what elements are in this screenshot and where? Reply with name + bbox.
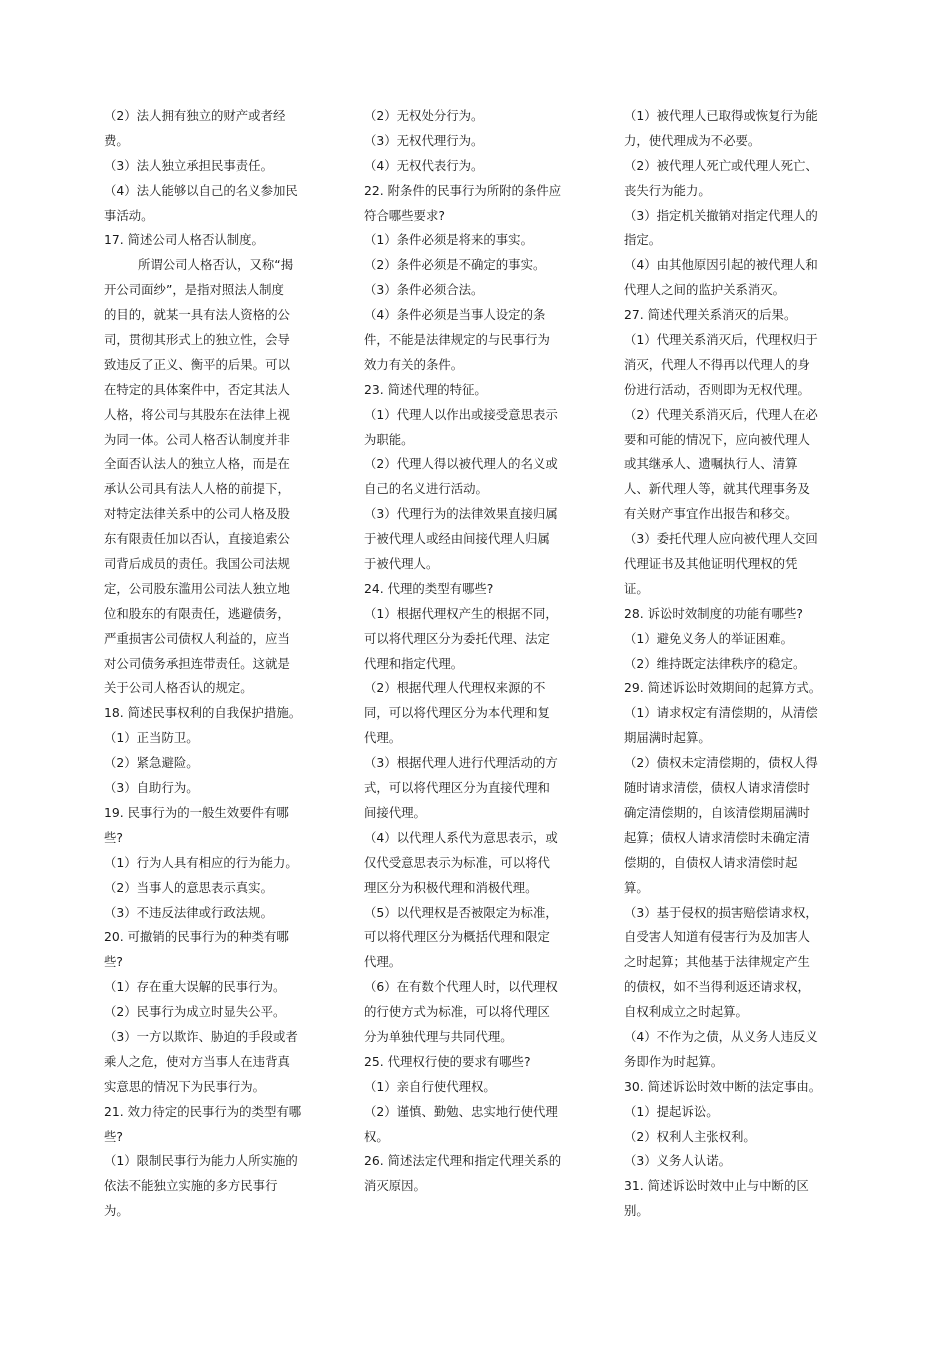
text-line: （3）基于侵权的损害赔偿请求权， (624, 904, 818, 920)
text-line: 自权利成立之时起算。 (624, 1004, 748, 1020)
text-line: 指定。 (624, 232, 662, 248)
text-column-left (104, 104, 334, 1224)
text-line: 代理和指定代理。 (364, 655, 464, 671)
text-line: （2）代理关系消灭后，代理人在必 (624, 406, 818, 422)
text-line: 起算；债权人请求清偿时未确定清 (624, 829, 810, 845)
text-line: 在特定的具体案件中，否定其法人 (104, 381, 290, 397)
text-line: 29. 简述诉讼时效期间的起算方式。 (624, 680, 822, 696)
text-line: 别。 (624, 1203, 649, 1219)
text-line: 费。 (104, 132, 129, 148)
text-line: （2）法人拥有独立的财产或者经 (104, 108, 286, 123)
text-line: 实意思的情况下为民事行为。 (104, 1078, 266, 1094)
text-line: 事活动。 (104, 207, 154, 223)
text-line: （2）权利人主张权利。 (624, 1128, 756, 1144)
text-line: 东有限责任加以否认，直接追索公 (104, 531, 290, 547)
text-line: 的目的，就某一具有法人资格的公 (104, 307, 290, 323)
text-line: （2）民事行为成立时显失公平。 (104, 1004, 286, 1020)
text-line: 22. 附条件的民事行为所附的条件应 (364, 182, 562, 198)
text-line: （1）限制民事行为能力人所实施的 (104, 1153, 298, 1169)
text-line: 为同一体。公司人格否认制度并非 (104, 431, 290, 447)
text-line: 符合哪些要求? (364, 207, 445, 223)
text-line: 司，贯彻其形式上的独立性，会导 (104, 332, 290, 348)
text-line: （4）由其他原因引起的被代理人和 (624, 257, 818, 273)
text-line: （1）存在重大误解的民事行为。 (104, 979, 286, 995)
text-line: 18. 简述民事权利的自我保护措施。 (104, 705, 302, 721)
text-line: 关于公司人格否认的规定。 (104, 680, 253, 696)
text-line: 式，可以将代理区分为直接代理和 (364, 780, 550, 796)
text-line: 26. 简述法定代理和指定代理关系的 (364, 1153, 562, 1169)
text-line: 19. 民事行为的一般生效要件有哪 (104, 804, 289, 820)
text-line: 力，使代理成为不必要。 (624, 132, 761, 148)
text-line: 消灭，代理人不得再以代理人的身 (624, 356, 810, 372)
text-line: 丧失行为能力。 (624, 182, 711, 198)
text-line: 位和股东的有限责任，逃避债务， (104, 605, 290, 621)
text-line: 21. 效力待定的民事行为的类型有哪 (104, 1103, 302, 1119)
text-line: （3）义务人认诺。 (624, 1153, 732, 1169)
text-line: （2）代理人得以被代理人的名义或 (364, 456, 558, 472)
text-line: （3）不违反法律或行政法规。 (104, 904, 273, 920)
text-line: （5）以代理权是否被限定为标准， (364, 904, 558, 920)
text-line: 代理人之间的监护关系消灭。 (624, 282, 786, 298)
text-line: （4）条件必须是当事人设定的条 (364, 307, 546, 323)
text-line: （2）紧急避险。 (104, 755, 199, 771)
text-line: （2）维持既定法律秩序的稳定。 (624, 655, 806, 671)
text-line: 为。 (104, 1203, 129, 1219)
text-line: 份进行活动，否则即为无权代理。 (624, 381, 810, 397)
text-line: 偿期的，自债权人请求清偿时起 (624, 854, 798, 870)
text-line: 有关财产事宜作出报告和移交。 (624, 506, 798, 522)
text-line: 之时起算；其他基于法律规定产生 (624, 954, 810, 970)
text-line: 的债权，如不当得利返还请求权， (624, 979, 810, 995)
text-line: 随时请求清偿，债权人请求清偿时 (624, 780, 810, 796)
text-line: 人格，将公司与其股东在法律上视 (104, 406, 290, 422)
text-line: 仅代受意思表示为标准，可以将代 (364, 854, 550, 870)
text-line: 承认公司具有法人人格的前提下， (104, 481, 290, 497)
text-line: 自受害人知道有侵害行为及加害人 (624, 929, 810, 945)
text-column-right (624, 104, 834, 1224)
text-line: 20. 可撤销的民事行为的种类有哪 (104, 929, 289, 945)
text-line: 算。 (624, 879, 649, 895)
text-line: （4）不作为之债，从义务人违反义 (624, 1028, 818, 1044)
text-line: （2）条件必须是不确定的事实。 (364, 257, 546, 273)
text-line: 25. 代理权行使的要求有哪些? (364, 1053, 531, 1069)
text-line: （1）提起诉讼。 (624, 1103, 719, 1119)
text-line: （4）以代理人系代为意思表示，或 (364, 829, 558, 845)
text-line: 代理。 (364, 730, 402, 746)
text-line: （3）条件必须合法。 (364, 282, 484, 298)
text-line: 17. 简述公司人格否认制度。 (104, 232, 264, 248)
text-line: 或其继承人、遗嘱执行人、清算 (624, 456, 798, 472)
text-line: （1）代理人以作出或接受意思表示 (364, 406, 558, 422)
text-line: 件，不能是法律规定的与民事行为 (364, 332, 550, 348)
text-line: 对公司债务承担连带责任。这就是 (104, 655, 290, 671)
text-line: 期届满时起算。 (624, 730, 711, 746)
text-line: 证。 (624, 580, 649, 596)
text-line: 司背后成员的责任。我国公司法规 (104, 556, 290, 572)
text-line: （2）债权未定清偿期的，债权人得 (624, 755, 818, 771)
text-line: （1）避免义务人的举证困难。 (624, 630, 793, 646)
text-line: 28. 诉讼时效制度的功能有哪些? (624, 605, 803, 621)
text-line: 27. 简述代理关系消灭的后果。 (624, 307, 797, 323)
text-line: 确定清偿期的，自该清偿期届满时 (624, 804, 810, 820)
text-line: 依法不能独立实施的多方民事行 (104, 1178, 278, 1194)
text-line: 消灭原因。 (364, 1178, 426, 1194)
text-line: （3）自助行为。 (104, 780, 199, 796)
text-line: 23. 简述代理的特征。 (364, 381, 487, 397)
text-line: （3）委托代理人应向被代理人交回 (624, 531, 818, 547)
text-line: 30. 简述诉讼时效中断的法定事由。 (624, 1078, 822, 1094)
text-line: 些? (104, 1128, 123, 1144)
text-line: 于被代理人。 (364, 556, 439, 572)
text-line: 间接代理。 (364, 804, 426, 820)
text-line: 对特定法律关系中的公司人格及股 (104, 506, 290, 522)
text-line: 致违反了正义、衡平的后果。可以 (104, 356, 290, 372)
text-line: （3）无权代理行为。 (364, 132, 484, 148)
text-line: 些? (104, 954, 123, 970)
text-line: 24. 代理的类型有哪些? (364, 580, 494, 596)
text-line: （1）条件必须是将来的事实。 (364, 232, 533, 248)
text-line: （1）正当防卫。 (104, 730, 199, 746)
text-line: （2）根据代理人代理权来源的不 (364, 680, 546, 696)
text-line: （2）无权处分行为。 (364, 108, 484, 123)
text-line: 31. 简述诉讼时效中止与中断的区 (624, 1178, 809, 1194)
text-line: 分为单独代理与共同代理。 (364, 1028, 513, 1044)
text-line: 代理证书及其他证明代理权的凭 (624, 556, 798, 572)
text-line: （4）无权代表行为。 (364, 157, 484, 173)
text-line: （1）行为人具有相应的行为能力。 (104, 854, 298, 870)
text-line: （3）根据代理人进行代理活动的方 (364, 755, 558, 771)
text-line: 理区分为积极代理和消极代理。 (364, 879, 538, 895)
text-line: （4）法人能够以自己的名义参加民 (104, 182, 298, 198)
text-line: （2）当事人的意思表示真实。 (104, 879, 273, 895)
text-line: 同，可以将代理区分为本代理和复 (364, 705, 550, 721)
text-line: 严重损害公司债权人利益的，应当 (104, 630, 290, 646)
text-line: 自己的名义进行活动。 (364, 481, 488, 497)
text-line: 所谓公司人格否认，又称“揭 (138, 257, 294, 273)
text-column-middle (364, 104, 570, 1199)
text-line: 可以将代理区分为委托代理、法定 (364, 630, 550, 646)
text-line: （3）法人独立承担民事责任。 (104, 157, 273, 173)
text-line: 为职能。 (364, 431, 414, 447)
text-line: （1）被代理人已取得或恢复行为能 (624, 108, 818, 123)
text-line: 些? (104, 829, 123, 845)
text-line: 可以将代理区分为概括代理和限定 (364, 929, 550, 945)
text-line: （2）被代理人死亡或代理人死亡、 (624, 157, 818, 173)
text-line: 代理。 (364, 954, 402, 970)
text-line: 要和可能的情况下，应向被代理人 (624, 431, 810, 447)
text-line: 乘人之危，使对方当事人在违背真 (104, 1053, 290, 1069)
text-line: （3）代理行为的法律效果直接归属 (364, 506, 558, 522)
text-line: 人、新代理人等，就其代理事务及 (624, 481, 810, 497)
text-line: （1）代理关系消灭后，代理权归于 (624, 332, 818, 348)
text-line: 务即作为时起算。 (624, 1053, 724, 1069)
text-line: （1）根据代理权产生的根据不同， (364, 605, 558, 621)
text-line: 效力有关的条件。 (364, 356, 464, 372)
text-line: （3）一方以欺诈、胁迫的手段或者 (104, 1028, 298, 1044)
text-line: （1）亲自行使代理权。 (364, 1078, 496, 1094)
text-line: 定，公司股东滥用公司法人独立地 (104, 580, 290, 596)
text-line: （6）在有数个代理人时，以代理权 (364, 979, 558, 995)
text-line: （2）谨慎、勤勉、忠实地行使代理 (364, 1103, 558, 1119)
text-line: （1）请求权定有清偿期的，从清偿 (624, 705, 818, 721)
text-line: 全面否认法人的独立人格，而是在 (104, 456, 290, 472)
text-line: 于被代理人或经由间接代理人归属 (364, 531, 550, 547)
text-line: （3）指定机关撤销对指定代理人的 (624, 207, 818, 223)
text-line: 开公司面纱”，是指对照法人制度 (104, 282, 284, 298)
text-line: 的行使方式为标准，可以将代理区 (364, 1004, 550, 1020)
text-line: 权。 (364, 1128, 389, 1144)
